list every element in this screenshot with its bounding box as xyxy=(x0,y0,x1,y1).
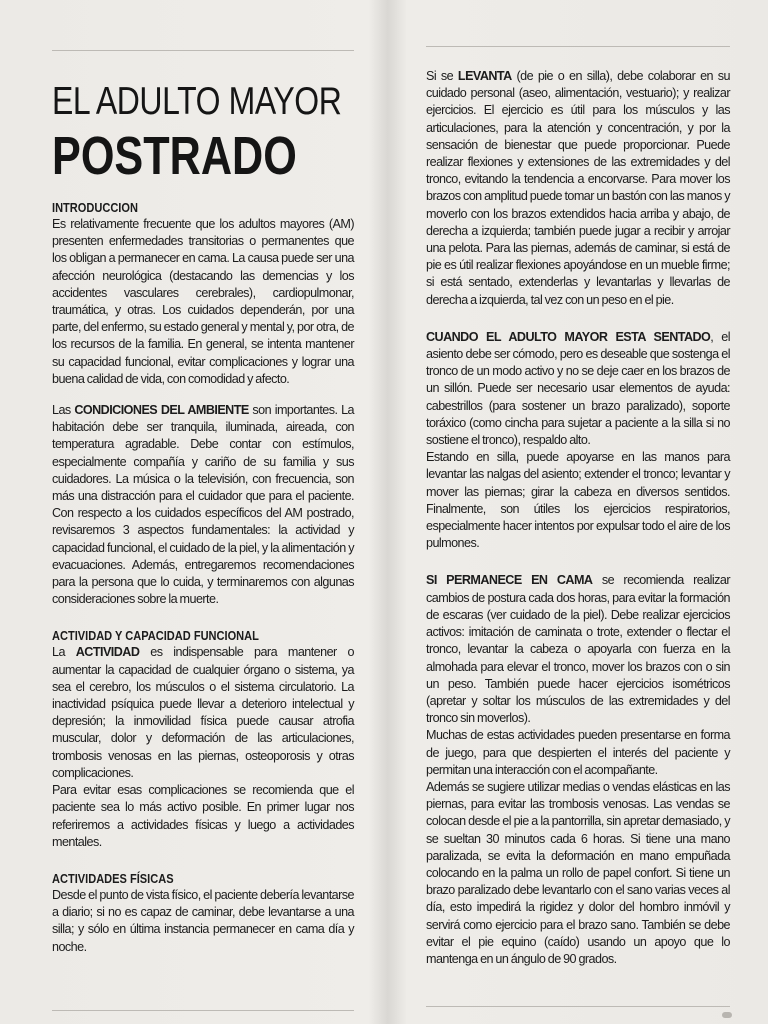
cama-rest: se recomienda realizar cambios de postura cada dos horas, para evitar la formación de escaras (ver cuidado de la piel). Debe realizar ejercicios activos: imitación de caminata o trote, extender o flectar el tronco, levantar la cabeza o apoyarla con fuerza en la almohada para elevar el tronco, mover los brazos con o sin un peso. También puede hacer ejercicios isométricos (apretar y soltar los músculos de las extremidades y del tronco sin moverlos). xyxy=(426,573,731,726)
cama-paragraph-3: Además se sugiere utilizar medias o vendas elásticas en las piernas, para evitar las trombosis venosas. Las vendas se colocan desde el pie a la pantorrilla, sin apretar demasiado, y se sueltan 30 minutos cada 6 horas. Si tiene una mano paralizada, se evita la deformación en mano empuñada colocando en la palma un rollo de papel confort. Si tiene un brazo paralizado debe levantarlo con el sano varias veces al día, esto impedirá la rigidez y dolor del hombro inmóvil y servirá como ejercicio para el brazo sano. También se debe evitar el pie equino (caído) usando un apoyo que lo mantenga en un ángulo de 90 grados. xyxy=(426,779,730,966)
actividad-rest: es indispensable para mantener o aumentar la capacidad de cualquier órgano o sistema, ya sea el cerebro, los músculos o el sistema circulatorio. La inactividad psíquica puede llevar a deterioro intelectual y depresión; la inmovilidad física puede causar atrofia muscular, dolor y deformación de las articulaciones, trombosis venosas en las piernas, osteoporosis y otras complicaciones. xyxy=(52,645,354,780)
page-corner-mark xyxy=(722,1012,732,1018)
sentado-lead: CUANDO EL ADULTO MAYOR ESTA SENTADO xyxy=(426,329,711,344)
ambiente-pre: Las xyxy=(52,403,75,418)
fisicas-heading: ACTIVIDADES FÍSICAS xyxy=(52,870,174,886)
actividad-paragraph-2: Para evitar esas complicaciones se recomienda que el paciente sea lo más activo posible. En primer lugar nos referiremos a actividades físicas y luego a actividades mentales. xyxy=(52,783,354,849)
actividad-paragraph xyxy=(52,644,354,782)
sentado-paragraph xyxy=(426,329,730,449)
sentado-paragraph-2: Estando en silla, puede apoyarse en las manos para levantar las nalgas del asiento; extender el tronco; levantar y mover las piernas; girar la cabeza en diversos sentidos. Finalmente, son útiles los ejercicios respiratorios, especialmente hacer intentos por expulsar todo el aire de los pulmones. xyxy=(426,450,730,551)
fisicas-paragraph: Desde el punto de vista físico, el paciente debería levantarse a diario; si no es capaz de caminar, debe levantarse a una silla; y sólo en última instancia permanecer en cama día y noche. xyxy=(52,887,354,954)
title-line-2: POSTRADO xyxy=(52,126,297,186)
levanta-rest: (de pie o en silla), debe colaborar en su cuidado personal (aseo, alimentación, vestuario); y realizar ejercicios. El ejercicio es útil para los músculos y las articulaciones, para la atención y concentración, y por la sensación de bienestar que puede proporcionar. Puede realizar flexiones y extensiones de las extremidades y del tronco, evitando la tendencia a encorvarse. Para mover los brazos con amplitud puede tomar un bastón con las manos y moverlo con los brazos extendidos hacia arriba y abajo, de derecha a izquierda; también puede jugar a recibir y arrojar una pelota. Para las piernas, además de caminar, si está de pie es útil realizar flexiones apoyándose en un mueble firme; si está sentado, extenderlas y levantarlas y llevarlas de derecha a izquierda, tal vez con un peso en el pie. xyxy=(426,69,730,307)
top-rule-left xyxy=(52,50,354,51)
cama-lead: SI PERMANECE EN CAMA xyxy=(426,573,593,588)
ambiente-rest: son importantes. La habitación debe ser tranquila, iluminada, aireada, con temperatura agradable. Debe contar con estímulos, especialmente compañía y cariño de su familia y sus cuidadores. La música o la televisión, con frecuencia, son más una distracción para el cuidador que para el paciente. Con respecto a los cuidados específicos del AM postrado, revisaremos 3 aspectos fundamentales: la actividad y capacidad funcional, el cuidado de la piel, y la alimentación y evacuaciones. Además, entregaremos recomendaciones para la persona que lo cuida, y terminaremos con algunas consideraciones sobre la muerte. xyxy=(52,403,355,607)
levanta-pre: Si se xyxy=(426,69,458,83)
left-page xyxy=(52,80,354,956)
cama-paragraph xyxy=(426,572,730,727)
sentado-rest: , el asiento debe ser cómodo, pero es deseable que sostenga el tronco de un modo activo y no se deje caer en los brazos de un sillón. Puede ser necesario usar elementos de ayuda: cabestrillos (para sostener un brazo paralizado), soporte toráxico (como cincha para sujetar a paciente a la silla si no sostiene el tronco), respaldo alto. xyxy=(426,329,730,448)
levanta-lead: LEVANTA xyxy=(457,69,512,83)
bottom-rule-right xyxy=(426,1006,730,1007)
levanta-paragraph xyxy=(426,68,730,309)
ambiente-lead: CONDICIONES DEL AMBIENTE xyxy=(74,403,249,418)
actividad-lead: ACTIVIDAD xyxy=(75,645,140,660)
intro-paragraph: Es relativamente frecuente que los adultos mayores (AM) presenten enfermedades transitorias o permanentes que los obligan a permanecer en cama. La causa puede ser una afección neurológica (destacando las demencias y los accidentes vasculares cerebrales), cardiopulmonar, traumática, y otras. Los cuidados dependerán, por una parte, del enfermo, su estado general y mental y, por otra, de los recursos de la familia. En general, se intenta mantener su capacidad funcional, evitar complicaciones y lograr una buena calidad de vida, con comodidad y afecto. xyxy=(52,217,354,386)
intro-heading: INTRODUCCION xyxy=(52,200,138,215)
ambiente-paragraph xyxy=(52,402,354,608)
title-line-1: EL ADULTO MAYOR xyxy=(52,80,342,123)
cama-paragraph-2: Muchas de estas actividades pueden presentarse en forma de juego, para que despierten el interés del paciente y permitan una interacción con el acompañante. xyxy=(426,728,730,777)
actividad-pre: La xyxy=(52,645,76,660)
top-rule-right xyxy=(426,46,730,47)
right-page xyxy=(426,68,730,968)
actividad-heading: ACTIVIDAD Y CAPACIDAD FUNCIONAL xyxy=(52,628,259,644)
bottom-rule-left xyxy=(52,1010,354,1011)
